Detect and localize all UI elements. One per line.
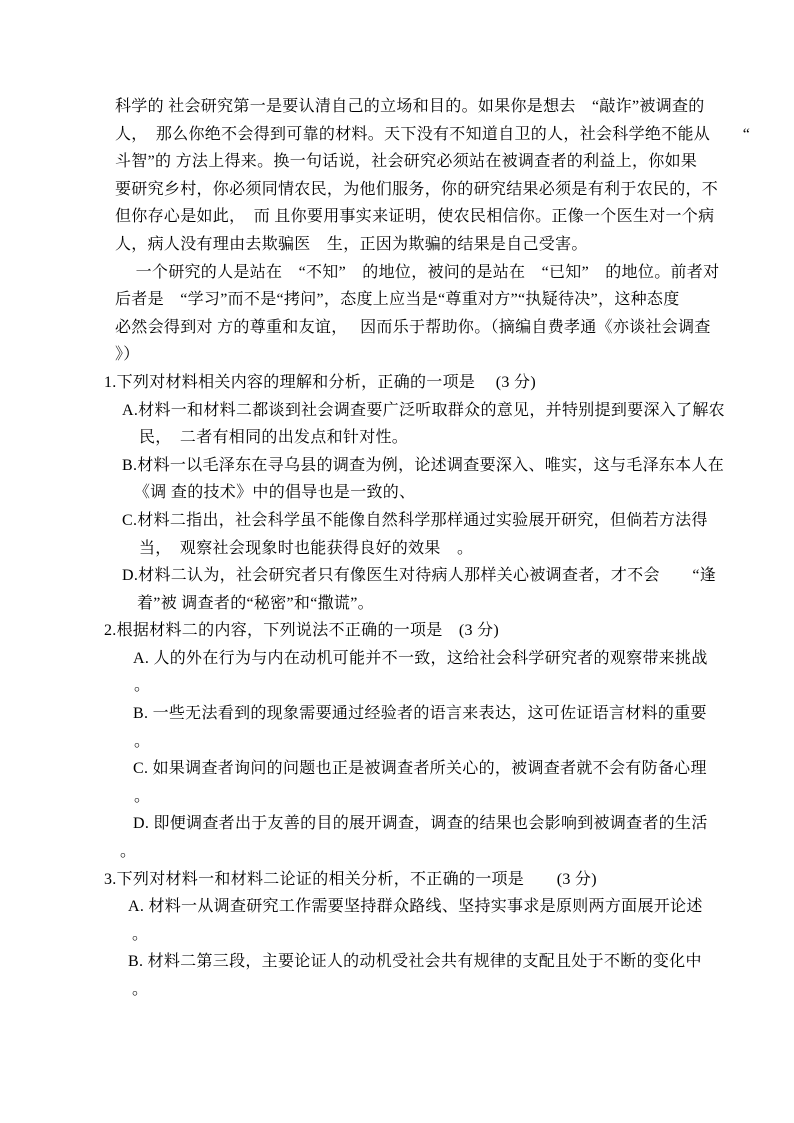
text-line-question-1: 着”被 调查者的“秘密”和“撒谎”。 — [137, 594, 374, 612]
text-line-material-passage: 要研究乡村，你必须同情农民，为他们服务，你的研究结果必须是有利于农民的，不 — [115, 180, 719, 198]
text-line-material-passage: 人，病人没有理由去欺骗医 生，正因为欺骗的结果是自己受害。 — [115, 235, 588, 253]
text-line-question-2: D. 即便调查者出于友善的目的展开调查，调查的结果也会影响到被调查者的生活 — [133, 815, 708, 833]
text-line-question-2: A. 人的外在行为与内在动机可能并不一致，这给社会科学研究者的观察带来挑战 — [133, 649, 708, 667]
text-line-question-3: 。 — [132, 981, 149, 998]
text-line-question-2: B. 一些无法看到的现象需要通过经验者的语言来表达，这可佐证语言材料的重要 — [133, 705, 707, 723]
text-line-question-1: C.材料二指出，社会科学虽不能像自然科学那样通过实验展开研究，但倘若方法得 — [122, 511, 708, 529]
text-line-question-3: 。 — [132, 925, 149, 943]
text-line-question-2: 2.根据材料二的内容，下列说法不正确的一项是 (3 分) — [104, 622, 500, 640]
text-line-question-2: 。 — [120, 843, 137, 861]
text-line-question-1: A.材料一和材料二都谈到社会调查要广泛听取群众的意见，并特别提到要深入了解农 — [122, 401, 725, 419]
text-line-question-3: B. 材料二第三段，主要论证人的动机受社会共有规律的支配且处于不断的变化中 — [128, 953, 702, 971]
text-line-material-passage: 科学的 社会研究第一是要认清自己的立场和目的。如果你是想去 “敲诈”被调查的 — [115, 98, 705, 115]
text-line-question-2: 。 — [134, 787, 151, 805]
text-line-material-passage: 斗智”的 方法上得来。换一句话说，社会研究必须站在被调查者的利益上，你如果 — [115, 153, 698, 171]
text-line-question-1: 《调 查的技术》中的倡导也是一致的、 — [134, 484, 416, 502]
text-line-material-passage: 一个研究的人是站在 “不知” 的地位，被问的是站在 “已知” 的地位。前者对 — [115, 263, 720, 281]
text-line-question-1: B.材料一以毛泽东在寻乌县的调查为例，论述调查要深入、唯实，这与毛泽东本人在 — [122, 456, 725, 474]
text-line-question-2: C. 如果调查者询问的问题也正是被调查者所关心的，被调查者就不会有防备心理 — [133, 760, 707, 778]
text-line-question-1: D.材料二认为，社会研究者只有像医生对待病人那样关心被调查者，才不会 “逢 — [122, 567, 717, 585]
document-body — [104, 93, 751, 1004]
text-line-material-passage: 人， 那么你绝不会得到可靠的材料。天下没有不知道自卫的人，社会科学绝不能从 “ — [115, 125, 751, 143]
text-line-question-1: 当， 观察社会现象时也能获得良好的效果 。 — [139, 539, 474, 557]
text-line-question-3: A. 材料一从调查研究工作需要坚持群众路线、坚持实事求是原则两方面展开论述 — [128, 898, 703, 916]
text-line-material-passage: 》） — [115, 346, 140, 364]
text-line-question-2: 。 — [134, 677, 151, 695]
text-line-question-3: 3.下列对材料一和材料二论证的相关分析，不正确的一项是 (3 分) — [104, 870, 597, 888]
text-line-question-2: 。 — [134, 732, 151, 750]
text-line-material-passage: 后者是 “学习”而不是“拷问”，态度上应当是“尊重对方”“执疑待决”，这种态度 — [115, 291, 680, 309]
text-line-material-passage: 必然会得到对 方的尊重和友谊， 因而乐于帮助你。（摘编自费孝通《亦谈社会调查 — [115, 318, 711, 336]
text-line-question-1: 民， 二者有相同的出发点和针对性。 — [139, 429, 409, 447]
text-line-material-passage: 但你存心是如此， 而 且你要用事实来证明，使农民相信你。正像一个医生对一个病 — [115, 208, 715, 226]
text-line-question-1: 1.下列对材料相关内容的理解和分析，正确的一项是 (3 分) — [104, 373, 536, 391]
